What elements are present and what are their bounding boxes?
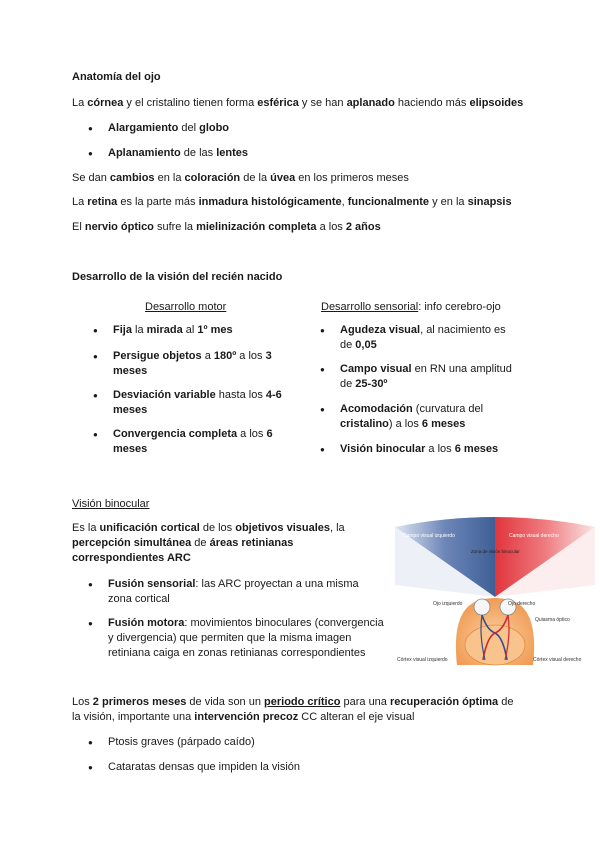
sensorial-item-binocular: ● Visión binocular a los 6 meses [340, 442, 498, 457]
bullet-cataratas: ● Cataratas densas que impiden la visión [108, 760, 300, 775]
label-left-cortex: Córtex visual izquierdo [397, 657, 448, 663]
bullet-ptosis: ● Ptosis graves (párpado caído) [108, 735, 255, 750]
bullet-aplanamiento: ● Aplanamiento de las lentes [108, 146, 248, 161]
bullet-fusion-motora: ● Fusión motora: movimientos binoculares (convergencia y divergencia) que permiten que la misma imagen retiniana caiga en zonas retinianas correspondientes [108, 616, 384, 661]
paragraph-cornea: La córnea y el cristalino tienen forma esférica y se han aplanado haciendo más elipsoides [72, 97, 524, 109]
motor-item-desviacion: ● Desviación variable hasta los 4-6 meses [113, 388, 282, 418]
label-left-eye: Ojo izquierdo [433, 601, 463, 607]
section-title-vision-binocular: Visión binocular [72, 498, 150, 510]
paragraph-uvea: Se dan cambios en la coloración de la úvea en los primeros meses [72, 172, 409, 184]
sensorial-item-campo: ● Campo visual en RN una amplitud de 25-30º [340, 362, 512, 392]
paragraph-retina: La retina es la parte más inmadura histológicamente, funcionalmente y en la sinapsis [72, 196, 512, 208]
section-title-desarrollo: Desarrollo de la visión del recién nacido [72, 271, 283, 283]
visual-pathway-diagram [395, 515, 595, 667]
bullet-fusion-sensorial: ● Fusión sensorial: las ARC proyectan a una misma zona cortical [108, 577, 359, 607]
label-right-cortex: Córtex visual derecho [533, 657, 582, 663]
label-right-field: Campo visual derecho [509, 533, 559, 539]
sensorial-item-agudeza: ● Agudeza visual, al nacimiento es de 0,05 [340, 323, 506, 353]
section-title-anatomia: Anatomía del ojo [72, 71, 161, 83]
left-eye-circle [474, 599, 490, 615]
motor-item-convergencia: ● Convergencia completa a los 6 meses [113, 427, 273, 457]
paragraph-nervio-optico: El nervio óptico sufre la mielinización completa a los 2 años [72, 221, 381, 233]
brain-shape [465, 625, 525, 665]
label-binocular-zone: Zona de visión binocular [471, 549, 520, 554]
column-header-sensorial: Desarrollo sensorial: info cerebro-ojo [321, 301, 501, 313]
sensorial-item-acomodacion: ● Acomodación (curvatura del cristalino) a los 6 meses [340, 402, 483, 432]
binocular-vision-figure [395, 515, 595, 667]
column-header-motor: Desarrollo motor [145, 301, 227, 313]
bullet-alargamiento: ● Alargamiento del globo [108, 121, 229, 136]
motor-item-persigue: ● Persigue objetos a 180º a los 3 meses [113, 349, 272, 379]
paragraph-unificacion: Es la unificación cortical de los objetivos visuales, la percepción simultánea de áreas retinianas correspondientes ARC [72, 522, 345, 564]
label-right-eye: Ojo derecho [508, 601, 536, 607]
label-left-field: Campo visual izquierdo [403, 533, 455, 539]
motor-item-fija: ● Fija la mirada al 1º mes [113, 323, 233, 338]
paragraph-periodo-critico: Los 2 primeros meses de vida son un periodo crítico para una recuperación óptima de la visión, importante una intervención precoz CC alteran el eje visual [72, 696, 514, 723]
label-chiasm: Quiasma óptico [535, 617, 570, 623]
